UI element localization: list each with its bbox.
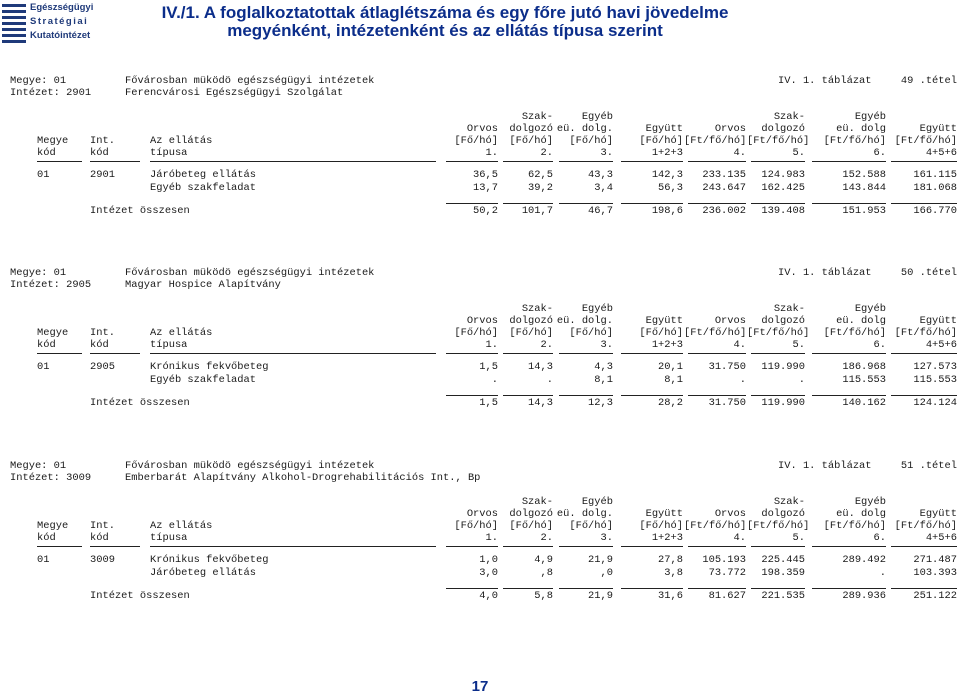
total-cell: 28,2	[658, 397, 683, 409]
total-cell: 289.936	[842, 590, 886, 602]
table-cell: 21,9	[588, 554, 613, 566]
total-rule	[891, 203, 957, 204]
total-cell: 139.408	[761, 205, 805, 217]
header-rule	[891, 546, 957, 547]
column-header-top: Egyéb	[581, 303, 613, 315]
total-rule	[446, 588, 498, 589]
column-unit: [Fő/hó]	[639, 327, 683, 339]
column-number: 6.	[873, 339, 886, 351]
header-rule	[688, 161, 746, 162]
header-rule	[446, 161, 498, 162]
column-header-top: Szak-	[521, 496, 553, 508]
header-rule	[891, 161, 957, 162]
total-rule	[559, 395, 613, 396]
intezet-name: Emberbarát Alapítvány Alkohol-Drogrehabilitációs Int., Bp	[125, 472, 481, 484]
header-kod2: kód	[90, 147, 109, 159]
table-cell: ,0	[600, 567, 613, 579]
column-unit: [Fő/hó]	[569, 327, 613, 339]
header-ellatas: Az ellátás	[150, 520, 213, 532]
total-cell: 4,0	[479, 590, 498, 602]
total-rule	[503, 588, 553, 589]
header-rule	[751, 161, 805, 162]
table-cell: .	[879, 567, 886, 579]
table-cell: 3,0	[479, 567, 498, 579]
column-unit: [Fő/hó]	[509, 520, 553, 532]
table-cell: .	[491, 374, 498, 386]
column-header-top: Szak-	[521, 111, 553, 123]
column-unit: [Ft/fő/hó]	[823, 327, 886, 339]
table-cell: 4,3	[594, 361, 613, 373]
header-rule	[812, 353, 886, 354]
row-tipus: Járóbeteg ellátás	[150, 169, 257, 181]
total-cell: 1,5	[479, 397, 498, 409]
column-unit: [Ft/fő/hó]	[747, 327, 810, 339]
total-cell: 221.535	[761, 590, 805, 602]
column-number: 6.	[873, 532, 886, 544]
table-cell: 36,5	[473, 169, 498, 181]
total-cell: 151.953	[842, 205, 886, 217]
column-unit: [Ft/fő/hó]	[684, 520, 747, 532]
table-cell: 43,3	[588, 169, 613, 181]
table-cell: 243.647	[702, 182, 746, 194]
table-cell: 1,5	[479, 361, 498, 373]
total-cell: 50,2	[473, 205, 498, 217]
table-cell: 103.393	[913, 567, 957, 579]
row-tipus: Krónikus fekvőbeteg	[150, 361, 269, 373]
column-header: Együtt	[645, 508, 683, 520]
header-kod2: kód	[90, 532, 109, 544]
header-ellatas: Az ellátás	[150, 327, 213, 339]
total-label: Intézet összesen	[90, 590, 190, 602]
column-number: 5.	[792, 339, 805, 351]
total-label: Intézet összesen	[90, 397, 190, 409]
table-cell: 73.772	[708, 567, 746, 579]
total-cell: 31.750	[708, 397, 746, 409]
row-int: 2905	[90, 361, 115, 373]
column-unit: [Ft/fő/hó]	[684, 135, 747, 147]
megye-name: Fővárosban müködö egészségügyi intézetek	[125, 75, 375, 87]
total-cell: 119.990	[761, 397, 805, 409]
total-rule	[503, 395, 553, 396]
column-header: eü. dolg	[836, 508, 886, 520]
row-tipus: Krónikus fekvőbeteg	[150, 554, 269, 566]
table-cell: 39,2	[528, 182, 553, 194]
header-int: Int.	[90, 135, 115, 147]
total-rule	[751, 588, 805, 589]
header-rule	[503, 161, 553, 162]
column-header: dolgozó	[509, 508, 553, 520]
intezet-label: Intézet: 2901	[10, 87, 92, 99]
table-cell: 233.135	[702, 169, 746, 181]
table-cell: 127.573	[913, 361, 957, 373]
page-number: 17	[471, 678, 489, 695]
header-megye: Megye	[37, 327, 69, 339]
header-rule	[559, 161, 613, 162]
total-cell: 101,7	[521, 205, 553, 217]
table-cell: ,8	[540, 567, 553, 579]
table-cell: 20,1	[658, 361, 683, 373]
header-rule	[150, 546, 436, 547]
column-number: 3.	[600, 147, 613, 159]
row-int: 2901	[90, 169, 115, 181]
table-cell: 3,4	[594, 182, 613, 194]
total-rule	[621, 588, 683, 589]
header-rule	[812, 546, 886, 547]
total-rule	[751, 203, 805, 204]
megye-label: Megye: 01	[10, 75, 67, 87]
column-header-top: Szak-	[773, 496, 805, 508]
column-header-top: Egyéb	[854, 496, 886, 508]
table-cell: 186.968	[842, 361, 886, 373]
logo-text-line2: Stratégiai	[30, 16, 89, 27]
total-cell: 81.627	[708, 590, 746, 602]
header-rule	[446, 546, 498, 547]
table-cell: 13,7	[473, 182, 498, 194]
intezet-name: Magyar Hospice Alapítvány	[125, 279, 281, 291]
header-kod: kód	[37, 339, 56, 351]
header-rule	[559, 546, 613, 547]
header-rule	[37, 546, 82, 547]
table-reference: IV. 1. táblázat	[778, 267, 872, 279]
column-header: eü. dolg.	[556, 508, 613, 520]
header-int: Int.	[90, 327, 115, 339]
table-reference: IV. 1. táblázat	[778, 460, 872, 472]
total-rule	[559, 588, 613, 589]
total-rule	[812, 395, 886, 396]
column-number: 4.	[733, 339, 746, 351]
total-cell: 5,8	[534, 590, 553, 602]
total-rule	[621, 203, 683, 204]
header-rule	[891, 353, 957, 354]
total-rule	[688, 588, 746, 589]
column-unit: [Fő/hó]	[454, 135, 498, 147]
column-number: 4.	[733, 532, 746, 544]
table-cell: 142,3	[651, 169, 683, 181]
row-tipus: Egyéb szakfeladat	[150, 374, 257, 386]
total-cell: 251.122	[913, 590, 957, 602]
column-unit: [Fő/hó]	[509, 135, 553, 147]
table-cell: 115.553	[913, 374, 957, 386]
total-rule	[812, 588, 886, 589]
column-header-top: Egyéb	[854, 303, 886, 315]
total-rule	[751, 395, 805, 396]
column-header-top: Szak-	[773, 111, 805, 123]
total-cell: 21,9	[588, 590, 613, 602]
table-reference: IV. 1. táblázat	[778, 75, 872, 87]
header-tipusa: típusa	[150, 532, 188, 544]
column-number: 5.	[792, 147, 805, 159]
column-header: Együtt	[919, 508, 957, 520]
column-header: Orvos	[466, 123, 498, 135]
header-rule	[90, 546, 140, 547]
total-cell: 46,7	[588, 205, 613, 217]
table-cell: 3,8	[664, 567, 683, 579]
table-cell: 152.588	[842, 169, 886, 181]
total-rule	[621, 395, 683, 396]
column-header: eü. dolg	[836, 123, 886, 135]
total-rule	[688, 203, 746, 204]
column-header: Együtt	[919, 123, 957, 135]
column-number: 1.	[485, 339, 498, 351]
total-rule	[446, 395, 498, 396]
row-megye: 01	[37, 169, 50, 181]
row-int: 3009	[90, 554, 115, 566]
total-cell: 12,3	[588, 397, 613, 409]
column-unit: [Ft/fő/hó]	[894, 135, 957, 147]
header-rule	[688, 353, 746, 354]
table-cell: 289.492	[842, 554, 886, 566]
column-header-top: Egyéb	[581, 111, 613, 123]
table-cell: 105.193	[702, 554, 746, 566]
page-title-line1: IV./1. A foglalkoztatottak átlaglétszáma és egy főre jutó havi jövedelme	[161, 3, 729, 22]
tetel-number: 51 .tétel	[900, 460, 957, 472]
total-cell: 198,6	[651, 205, 683, 217]
column-unit: [Ft/fő/hó]	[823, 520, 886, 532]
tetel-number: 50 .tétel	[900, 267, 957, 279]
header-kod: kód	[37, 147, 56, 159]
header-rule	[751, 546, 805, 547]
table-cell: 143.844	[842, 182, 886, 194]
logo-mark-icon	[2, 2, 28, 46]
total-rule	[812, 203, 886, 204]
column-header: Orvos	[714, 315, 746, 327]
row-megye: 01	[37, 554, 50, 566]
column-unit: [Ft/fő/hó]	[747, 135, 810, 147]
row-tipus: Járóbeteg ellátás	[150, 567, 257, 579]
table-cell: 119.990	[761, 361, 805, 373]
header-rule	[37, 161, 82, 162]
megye-name: Fővárosban müködö egészségügyi intézetek	[125, 267, 375, 279]
column-number: 1.	[485, 532, 498, 544]
header-rule	[621, 353, 683, 354]
column-unit: [Ft/fő/hó]	[684, 327, 747, 339]
table-cell: 181.068	[913, 182, 957, 194]
header-rule	[621, 161, 683, 162]
table-cell: 162.425	[761, 182, 805, 194]
column-header: eü. dolg.	[556, 123, 613, 135]
table-cell: .	[546, 374, 553, 386]
table-cell: .	[739, 374, 746, 386]
total-rule	[891, 588, 957, 589]
total-label: Intézet összesen	[90, 205, 190, 217]
megye-name: Fővárosban müködö egészségügyi intézetek	[125, 460, 375, 472]
column-unit: [Fő/hó]	[454, 327, 498, 339]
column-header-top: Szak-	[521, 303, 553, 315]
column-unit: [Ft/fő/hó]	[894, 327, 957, 339]
column-header: Orvos	[714, 123, 746, 135]
column-number: 4+5+6	[925, 339, 957, 351]
total-rule	[559, 203, 613, 204]
header-tipusa: típusa	[150, 339, 188, 351]
column-number: 1.	[485, 147, 498, 159]
megye-label: Megye: 01	[10, 460, 67, 472]
header-rule	[446, 353, 498, 354]
header-int: Int.	[90, 520, 115, 532]
header-rule	[90, 161, 140, 162]
table-cell: 271.487	[913, 554, 957, 566]
total-cell: 31,6	[658, 590, 683, 602]
column-header: Együtt	[645, 315, 683, 327]
column-header: Együtt	[645, 123, 683, 135]
table-cell: 225.445	[761, 554, 805, 566]
header-kod: kód	[37, 532, 56, 544]
column-number: 4.	[733, 147, 746, 159]
header-rule	[688, 546, 746, 547]
header-rule	[150, 353, 436, 354]
column-header: eü. dolg.	[556, 315, 613, 327]
logo-text-line1: Egészségügyi	[30, 2, 94, 13]
column-unit: [Fő/hó]	[509, 327, 553, 339]
column-header: dolgozó	[509, 315, 553, 327]
header-rule	[503, 353, 553, 354]
column-header: dolgozó	[509, 123, 553, 135]
table-cell: 14,3	[528, 361, 553, 373]
header-megye: Megye	[37, 135, 69, 147]
column-unit: [Fő/hó]	[569, 520, 613, 532]
header-rule	[150, 161, 436, 162]
column-header-top: Szak-	[773, 303, 805, 315]
table-cell: 4,9	[534, 554, 553, 566]
total-cell: 166.770	[913, 205, 957, 217]
table-cell: 161.115	[913, 169, 957, 181]
header-rule	[621, 546, 683, 547]
column-header-top: Egyéb	[581, 496, 613, 508]
column-unit: [Fő/hó]	[569, 135, 613, 147]
total-rule	[503, 203, 553, 204]
table-cell: 62,5	[528, 169, 553, 181]
total-rule	[688, 395, 746, 396]
header-ellatas: Az ellátás	[150, 135, 213, 147]
column-number: 6.	[873, 147, 886, 159]
header-rule	[751, 353, 805, 354]
column-number: 3.	[600, 339, 613, 351]
table-cell: 27,8	[658, 554, 683, 566]
column-header: Orvos	[466, 508, 498, 520]
column-number: 1+2+3	[651, 147, 683, 159]
tetel-number: 49 .tétel	[900, 75, 957, 87]
page-title-line2: megyénként, intézetenként és az ellátás típusa szerint	[227, 21, 663, 40]
column-number: 1+2+3	[651, 339, 683, 351]
column-header: Együtt	[919, 315, 957, 327]
header-rule	[559, 353, 613, 354]
total-cell: 124.124	[913, 397, 957, 409]
header-rule	[37, 353, 82, 354]
column-header-top: Egyéb	[854, 111, 886, 123]
header-kod2: kód	[90, 339, 109, 351]
column-unit: [Ft/fő/hó]	[747, 520, 810, 532]
column-number: 2.	[540, 339, 553, 351]
column-header: Orvos	[714, 508, 746, 520]
table-cell: 8,1	[664, 374, 683, 386]
column-header: dolgozó	[761, 123, 805, 135]
column-unit: [Ft/fő/hó]	[823, 135, 886, 147]
column-header: dolgozó	[761, 508, 805, 520]
total-cell: 236.002	[702, 205, 746, 217]
table-cell: 115.553	[842, 374, 886, 386]
header-rule	[90, 353, 140, 354]
logo	[2, 2, 94, 46]
table-cell: 8,1	[594, 374, 613, 386]
column-header: dolgozó	[761, 315, 805, 327]
column-number: 4+5+6	[925, 532, 957, 544]
logo-text-line3: Kutatóintézet	[30, 30, 91, 41]
table-cell: 1,0	[479, 554, 498, 566]
table-cell: 56,3	[658, 182, 683, 194]
intezet-label: Intézet: 2905	[10, 279, 92, 291]
header-megye: Megye	[37, 520, 69, 532]
column-header: Orvos	[466, 315, 498, 327]
column-number: 2.	[540, 147, 553, 159]
header-rule	[812, 161, 886, 162]
total-cell: 14,3	[528, 397, 553, 409]
column-number: 1+2+3	[651, 532, 683, 544]
total-rule	[891, 395, 957, 396]
table-cell: 198.359	[761, 567, 805, 579]
intezet-label: Intézet: 3009	[10, 472, 92, 484]
row-megye: 01	[37, 361, 50, 373]
column-number: 5.	[792, 532, 805, 544]
megye-label: Megye: 01	[10, 267, 67, 279]
total-cell: 140.162	[842, 397, 886, 409]
column-unit: [Ft/fő/hó]	[894, 520, 957, 532]
header-tipusa: típusa	[150, 147, 188, 159]
table-cell: 31.750	[708, 361, 746, 373]
column-unit: [Fő/hó]	[639, 520, 683, 532]
column-number: 4+5+6	[925, 147, 957, 159]
column-number: 3.	[600, 532, 613, 544]
column-unit: [Fő/hó]	[639, 135, 683, 147]
total-rule	[446, 203, 498, 204]
table-cell: .	[798, 374, 805, 386]
column-number: 2.	[540, 532, 553, 544]
column-unit: [Fő/hó]	[454, 520, 498, 532]
row-tipus: Egyéb szakfeladat	[150, 182, 257, 194]
header-rule	[503, 546, 553, 547]
table-cell: 124.983	[761, 169, 805, 181]
intezet-name: Ferencvárosi Egészségügyi Szolgálat	[125, 87, 344, 99]
column-header: eü. dolg	[836, 315, 886, 327]
